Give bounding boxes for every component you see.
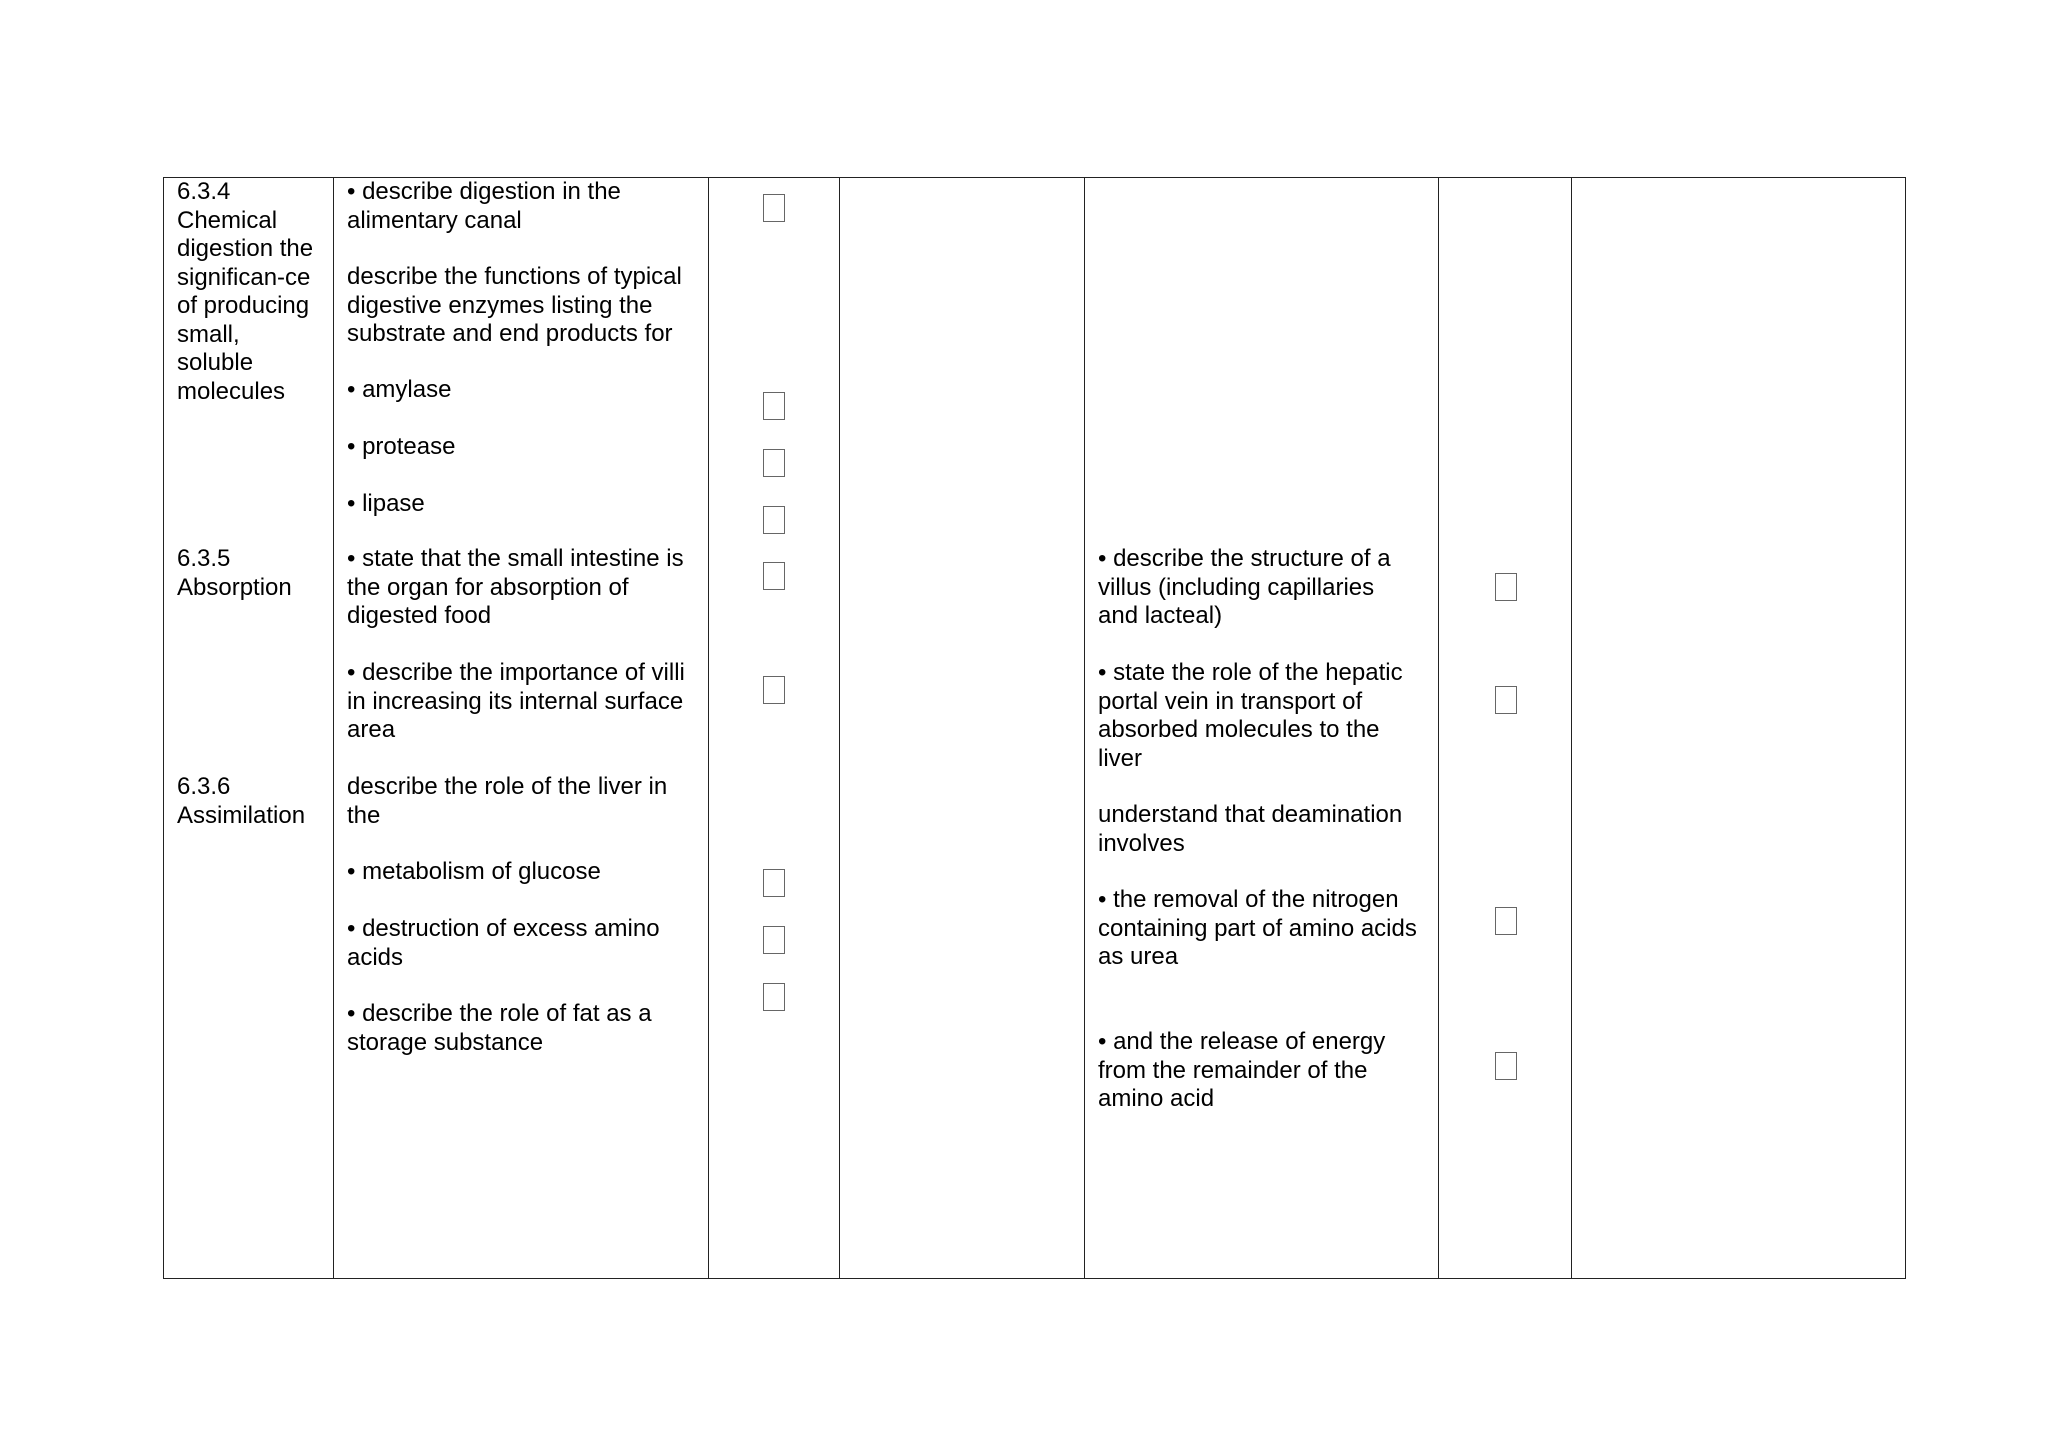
core-item: describe the functions of typical digestive enzymes listing the substrate and end products for <box>347 263 682 347</box>
supplement-checkbox[interactable] <box>1495 573 1517 601</box>
core-checkbox[interactable] <box>763 676 785 704</box>
column-divider <box>708 177 709 1279</box>
core-item: • state that the small intestine is the organ for absorption of digested food <box>347 545 684 629</box>
core-item: • describe the importance of villi in increasing its internal surface area <box>347 659 685 743</box>
column-divider <box>1438 177 1439 1279</box>
section-label-6-3-4: 6.3.4 Chemical digestion the significan-ce of producing small, soluble molecules <box>177 178 314 405</box>
supplement-item: • describe the structure of a villus (including capillaries and lacteal) <box>1098 545 1391 629</box>
column-divider <box>1571 177 1572 1279</box>
core-checkbox[interactable] <box>763 562 785 590</box>
core-item: describe the role of the liver in the <box>347 773 668 829</box>
supplement-item: understand that deamination involves <box>1098 801 1403 857</box>
core-item: • protease <box>347 433 456 460</box>
core-item: • describe the role of fat as a storage substance <box>347 1000 652 1056</box>
core-checkbox[interactable] <box>763 983 785 1011</box>
supplement-checkbox[interactable] <box>1495 686 1517 714</box>
supplement-item: • and the release of energy from the remainder of the amino acid <box>1098 1028 1386 1112</box>
core-checkbox[interactable] <box>763 449 785 477</box>
core-checkbox[interactable] <box>763 194 785 222</box>
column-divider <box>839 177 840 1279</box>
core-checkbox[interactable] <box>763 869 785 897</box>
core-item: • destruction of excess amino acids <box>347 915 660 971</box>
column-divider <box>333 177 334 1279</box>
supplement-checkbox[interactable] <box>1495 1052 1517 1080</box>
core-item: • amylase <box>347 376 452 403</box>
supplement-item: • the removal of the nitrogen containing part of amino acids as urea <box>1098 886 1417 970</box>
core-item: • describe digestion in the alimentary canal <box>347 178 621 234</box>
core-item: • metabolism of glucose <box>347 858 601 885</box>
supplement-item: • state the role of the hepatic portal vein in transport of absorbed molecules to the liver <box>1098 659 1403 772</box>
column-divider <box>1084 177 1085 1279</box>
supplement-checkbox[interactable] <box>1495 907 1517 935</box>
core-item: • lipase <box>347 490 425 517</box>
core-checkbox[interactable] <box>763 926 785 954</box>
section-label-6-3-6: 6.3.6 Assimilation <box>177 773 306 829</box>
core-checkbox[interactable] <box>763 506 785 534</box>
core-checkbox[interactable] <box>763 392 785 420</box>
section-label-6-3-5: 6.3.5 Absorption <box>177 545 292 601</box>
